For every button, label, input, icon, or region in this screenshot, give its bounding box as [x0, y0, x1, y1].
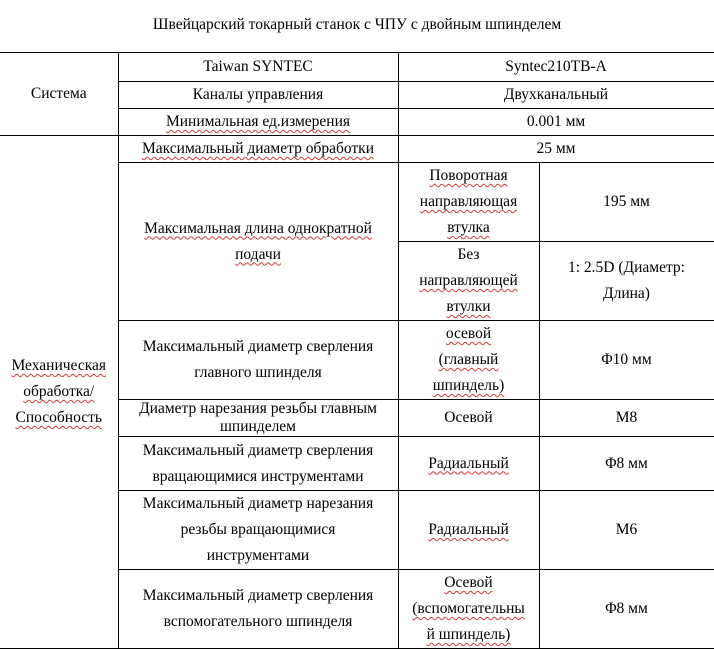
no-bushing-label: Без направляющей втулки — [398, 242, 539, 321]
spec-table — [0, 52, 714, 649]
cnc-model-cell: Syntec210TB-A — [398, 53, 714, 82]
live-thread-label: Максимальный диаметр нарезания резьбы вращающимися инструментами — [118, 491, 398, 570]
sub-drill-label: Максимальный диаметр сверления вспомогательного шпинделя — [118, 570, 398, 649]
rotary-bushing-label: Поворотная направляющая втулка — [398, 163, 539, 242]
sub-drill-type: Осевой (вспомогательны й шпиндель) — [398, 570, 539, 649]
min-unit-value: 0.001 мм — [398, 109, 714, 136]
table-row — [0, 136, 714, 163]
main-thread-label: Диаметр нарезания резьбы главным шпинделем — [118, 400, 398, 437]
section-machining: Механическая обработка/ Способность — [0, 136, 118, 649]
main-drill-type: осевой (главный шпиндель) — [398, 321, 539, 400]
max-diameter-label: Максимальный диаметр обработки — [118, 136, 398, 163]
no-bushing-value: 1: 2.5D (Диаметр: Длина) — [539, 242, 714, 321]
main-thread-type: Осевой — [398, 400, 539, 437]
live-drill-value: Φ8 мм — [539, 437, 714, 491]
max-diameter-value: 25 мм — [398, 136, 714, 163]
live-thread-value: M6 — [539, 491, 714, 570]
live-thread-type: Радиальный — [398, 491, 539, 570]
main-thread-value: M8 — [539, 400, 714, 437]
live-drill-label: Максимальный диаметр сверления вращающимися инструментами — [118, 437, 398, 491]
max-feed-label: Максимальная длина однократной подачи — [118, 163, 398, 321]
document-title: Швейцарский токарный станок с ЧПУ с двойным шпинделем — [152, 16, 562, 33]
rotary-bushing-value: 195 мм — [539, 163, 714, 242]
main-drill-value: Φ10 мм — [539, 321, 714, 400]
cnc-brand-cell: Taiwan SYNTEC — [118, 53, 398, 82]
sub-drill-value: Φ8 мм — [539, 570, 714, 649]
live-drill-type: Радиальный — [398, 437, 539, 491]
section-system: Система — [0, 53, 118, 136]
control-channels-label: Каналы управления — [118, 82, 398, 109]
main-drill-label: Максимальный диаметр сверления главного шпинделя — [118, 321, 398, 400]
table-row — [0, 53, 714, 82]
control-channels-value: Двухканальный — [398, 82, 714, 109]
min-unit-label: Минимальная ед.измерения — [118, 109, 398, 136]
